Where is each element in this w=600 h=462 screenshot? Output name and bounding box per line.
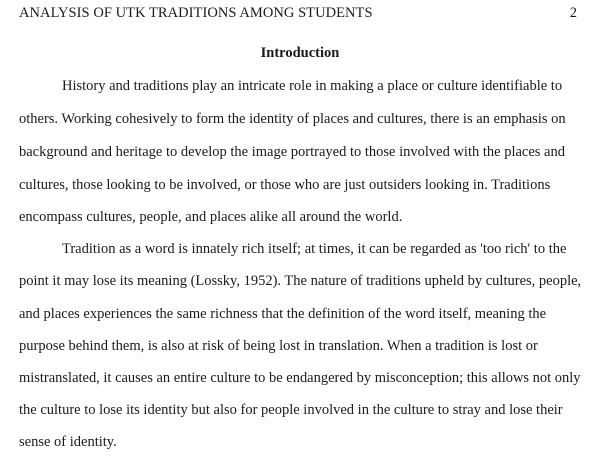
paragraph-line: sense of identity.	[19, 434, 117, 450]
paragraph-line: the culture to lose its identity but also for people involved in the culture to stray and lose their	[19, 402, 563, 418]
running-head-title: ANALYSIS OF UTK TRADITIONS AMONG STUDENTS	[19, 5, 373, 21]
paragraph-line: point it may lose its meaning (Lossky, 1952). The nature of traditions upheld by cultures, people,	[19, 273, 582, 289]
paragraph-line: Tradition as a word is innately rich itself; at times, it can be regarded as 'too rich' to the	[62, 241, 567, 257]
paragraph-line: background and heritage to develop the image portrayed to those involved with the places and	[19, 144, 565, 160]
paragraph-line: History and traditions play an intricate role in making a place or culture identifiable to	[62, 78, 563, 94]
paragraph-line: encompass cultures, people, and places alike all around the world.	[19, 209, 403, 225]
paragraph-line: cultures, those looking to be involved, or those who are just outsiders looking in. Traditions	[19, 177, 551, 193]
section-heading: Introduction	[260, 45, 340, 61]
page-number: 2	[569, 5, 577, 21]
paragraph-line: purpose behind them, is also at risk of being lost in translation. When a tradition is lost or	[19, 338, 538, 354]
paragraph-line: mistranslated, it causes an entire culture to be endangered by misconception; this allows not only	[19, 370, 581, 386]
paragraph-line: and places experiences the same richness that the definition of the word itself, meaning the	[19, 306, 547, 322]
paragraph-line: others. Working cohesively to form the identity of places and cultures, there is an emphasis on	[19, 111, 566, 127]
running-head	[19, 3, 581, 23]
